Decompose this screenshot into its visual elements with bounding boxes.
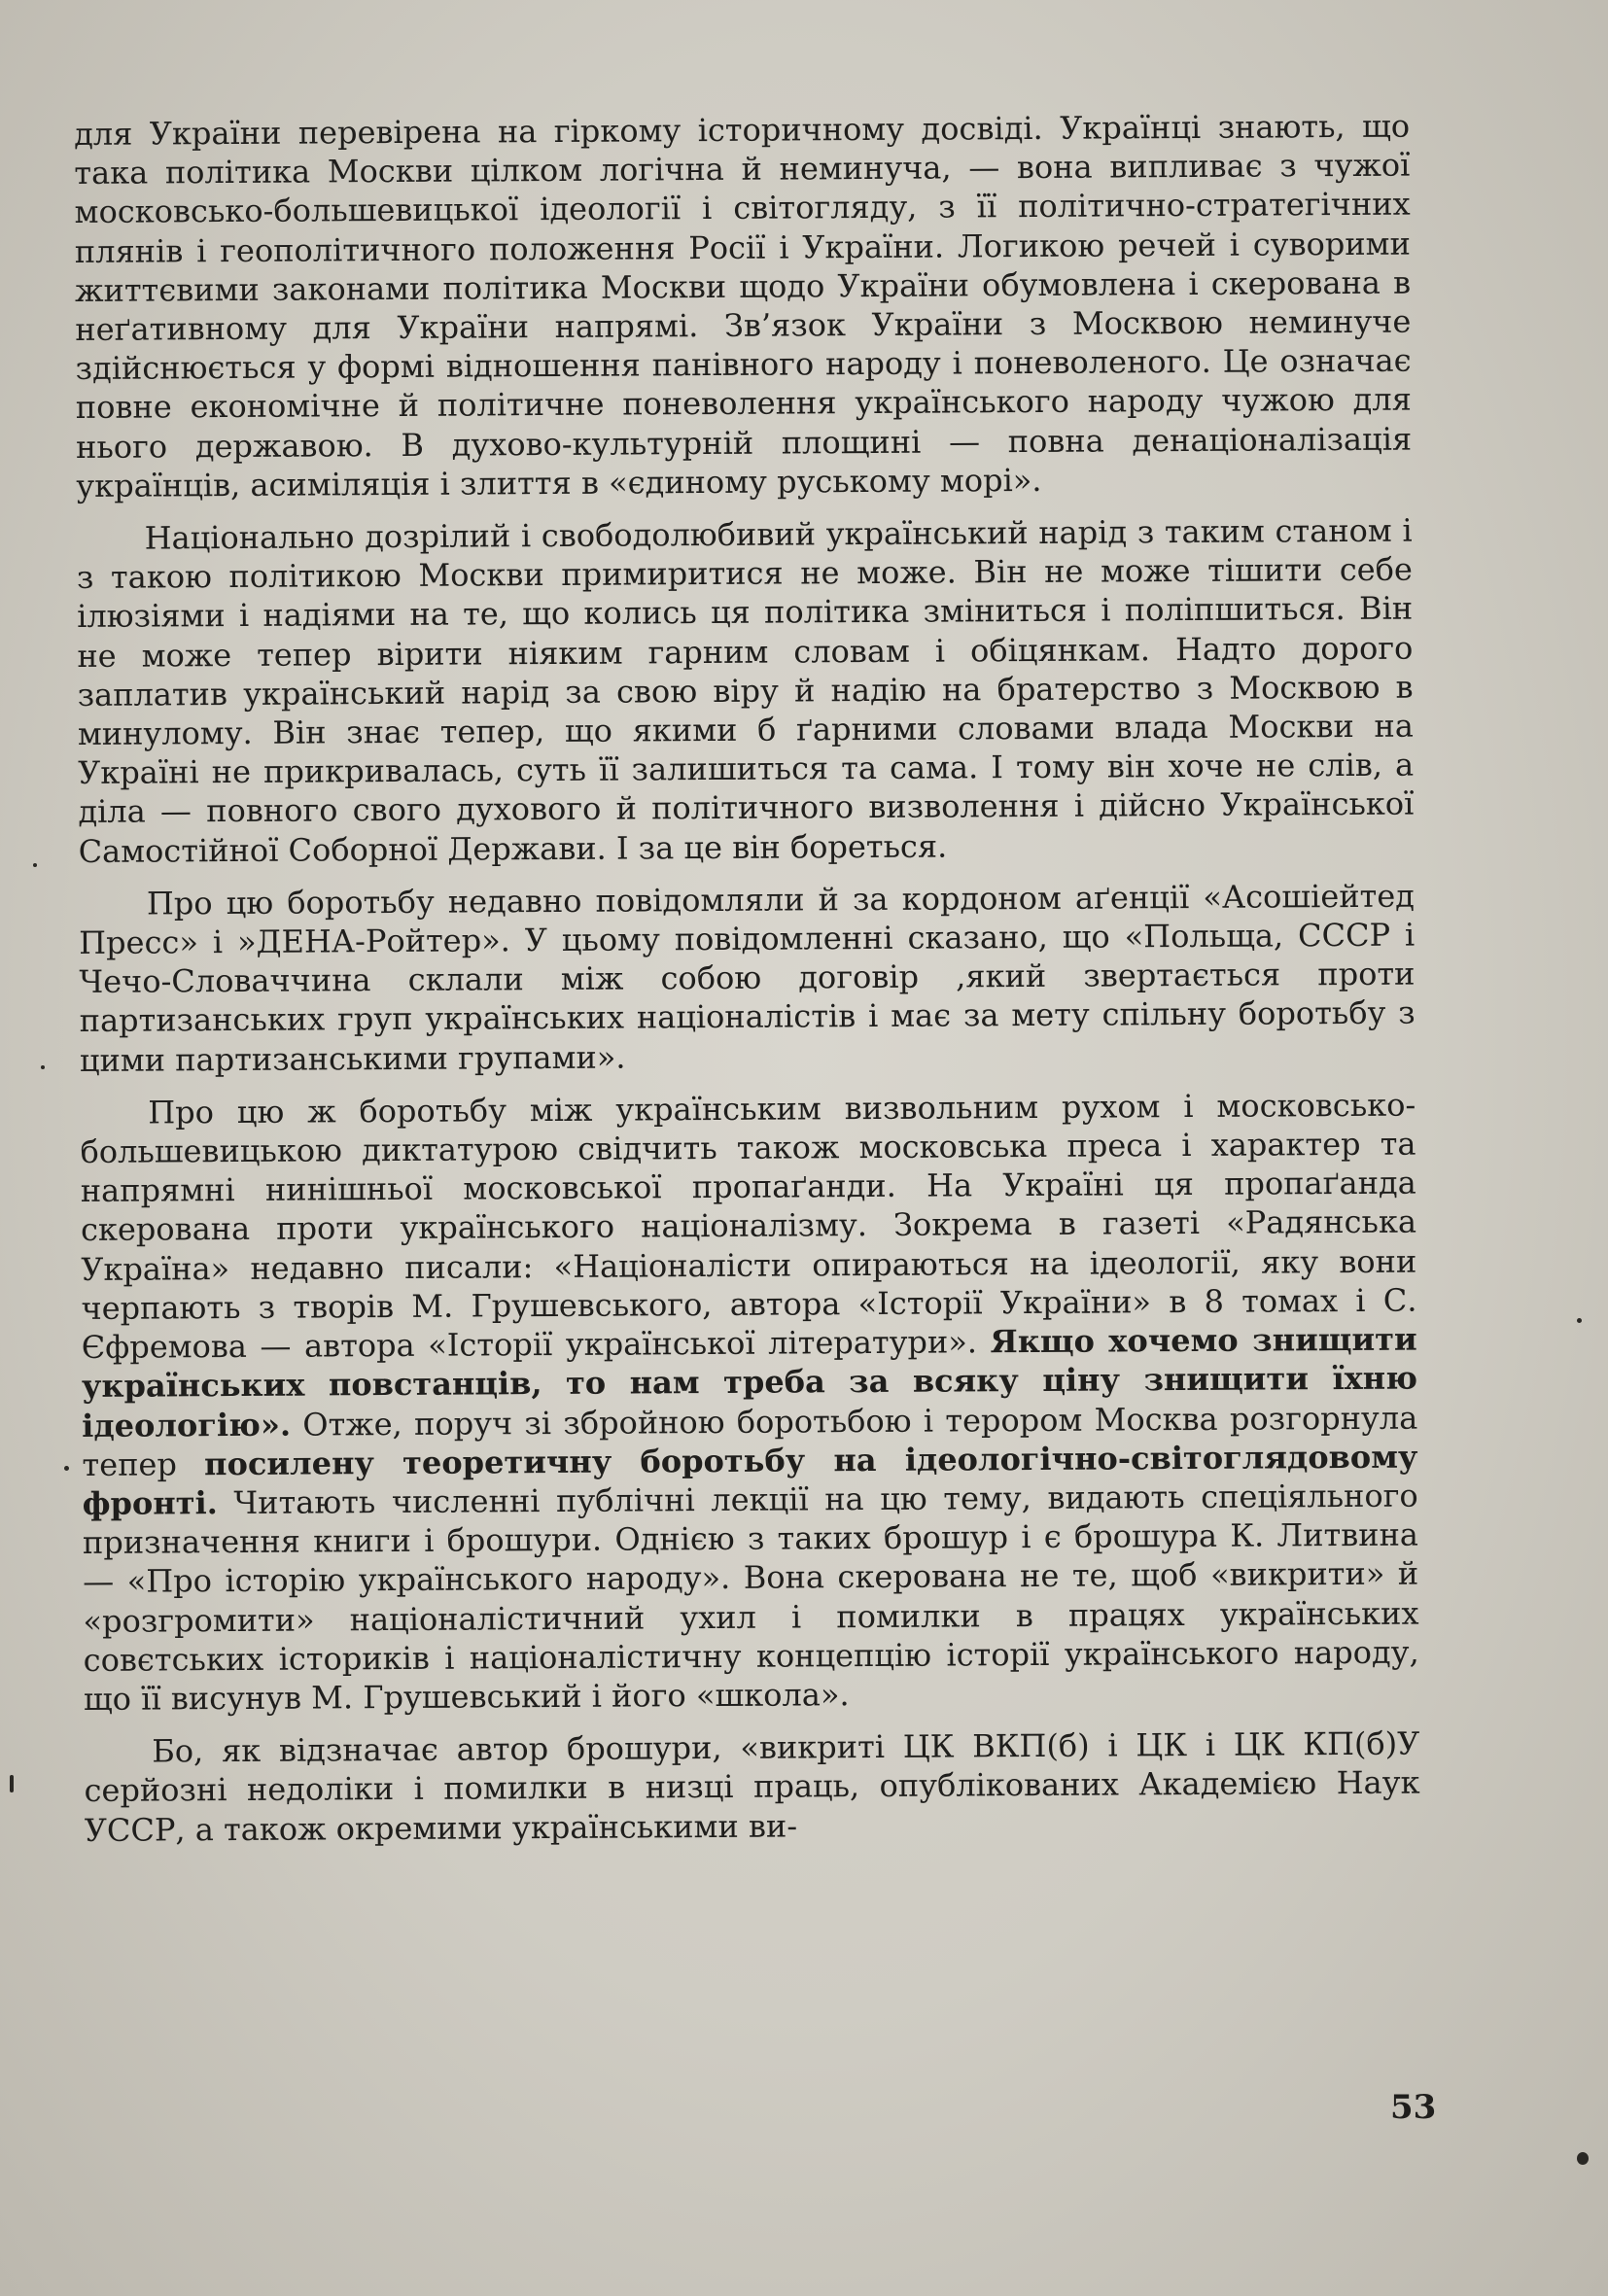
text-run: Бо, як відзначає автор брошури, «викриті ЦК ВКП(б) і ЦК і ЦК КП(б)У серйозні недоліки і помилки в низці праць, опублікованих Академією Наук УССР, а також окремими українськими ви- — [84, 1724, 1420, 1849]
ink-speck — [64, 1466, 69, 1471]
ink-speck — [1577, 1318, 1582, 1323]
page-number: 53 — [1390, 2088, 1437, 2127]
text-run: Національно дозрілий і свободолюбивий український нарід з таким станом і з такою політикою Москви примиритися не може. Він не може тішити себе ілюзіями і надіями на те, що колись ця політика зміниться і поліпшиться. Він не може тепер вірити ніяким гарним словам і обіцянкам. Надто дорого заплатив український нарід за свою віру й надію на братерство з Москвою в минулому. Він знає тепер, що якими б ґарними словами влада Москви на Україні не прикривалась, суть її залишиться та сама. І тому він хоче не слів, а діла — повного свого духового й політичного визволення і дійсно Української Самостійної Соборної Держави. І за це він бореться. — [76, 511, 1415, 870]
paragraph — [77, 511, 1415, 871]
bold-text-run: Якщо хочемо знищити українських повстанців, то нам треба за всяку ціну знищити їхню ідеологію». — [81, 1320, 1418, 1444]
paragraph — [84, 1724, 1420, 1850]
text-run: Отже, поруч зі збройною боротьбою і терором Москва розгорнула тепер — [82, 1399, 1418, 1483]
ink-speck — [10, 1775, 14, 1792]
paragraph — [79, 876, 1416, 1079]
paragraph — [74, 107, 1412, 505]
ink-speck — [33, 863, 37, 867]
text-run: Про цю боротьбу недавно повідомляли й за кордоном аґенції «Асошіейтед Пресс» і »ДЕНА-Ройтер». У цьому повідомленні сказано, що «Польща, СССР і Чечо-Словаччина склали між собою договір ,який звертається проти партизанських груп українських націоналістів і має за мету спільну боротьбу з цими партизанськими групами». — [79, 877, 1416, 1079]
ink-speck — [1577, 2152, 1589, 2165]
body-text — [74, 107, 1420, 1863]
bold-text-run: посилену теоретичну боротьбу на ідеологічно-світоглядовому фронті. — [82, 1438, 1418, 1522]
text-run: для України перевірена на гіркому історичному досвіді. Українці знають, що така політика Москви цілком логічна й неминуча, — вона випливає з чужої московсько-большевицької ідеології і світогляду, з її політично-стратегічних плянів і геополітичного положення Росії і України. Логикою речей і суворими життєвими законами політика Москви щодо України обумовлена і скерована в неґативному для України напрямі. Зв’язок України з Москвою неминуче здійснюється у формі відношення панівного народу і поневоленого. Це означає повне економічне й політичне поневолення українського народу чужою для нього державою. В духово-культурній площині — повна денаціоналізація українців, асиміляція і злиття в «єдиному руському морі». — [74, 107, 1413, 504]
text-run: Про цю ж боротьбу між українським визвольним рухом і московсько-большевицькою диктатурою свідчить також московська преса і характер та напрямні нинішньої московської пропаґанди. На Україні ця пропаґанда скерована проти українського націоналізму. Зокрема в газеті «Радянська Україна» недавно писали: «Націоналісти опираються на ідеології, яку вони черпають з творів М. Грушевського, автора «Історії України» в 8 томах і С. Єфремова — автора «Історії української літератури». — [80, 1086, 1417, 1367]
text-run: Читають численні публічні лекції на цю тему, видають спеціяльного призначення книги і брошури. Однією з таких брошур і є брошура К. Литвина — «Про історію українського народу». Вона скерована не те, щоб «викрити» й «розгромити» націоналістичний ухил і помилки в працях українських совєтських істориків і націоналістичну концепцію історії українського народу, що її висунув М. Грушевський і його «школа». — [82, 1477, 1419, 1718]
ink-speck — [41, 1065, 45, 1069]
paragraph — [80, 1085, 1419, 1719]
